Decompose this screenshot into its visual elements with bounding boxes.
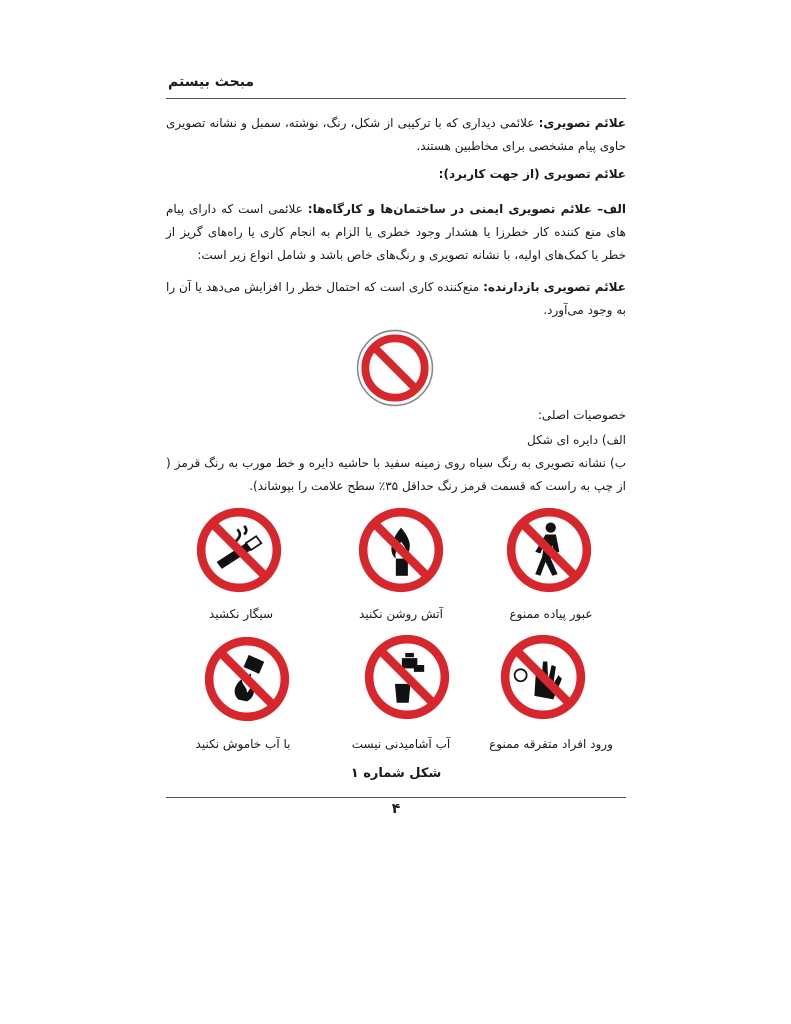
figure-caption: شکل شماره ۱: [350, 766, 442, 781]
intro-paragraph: [166, 112, 626, 158]
feature-a: الف) دایره ای شکل: [527, 433, 626, 447]
chapter-title: مبحث بیستم: [168, 74, 255, 90]
sign-label-not-drinking-water: آب آشامیدنی نیست: [351, 737, 451, 751]
sign-label-no-pedestrians: عبور پیاده ممنوع: [509, 607, 593, 621]
sign-label-no-entry-unauthorized: ورود افراد متفرقه ممنوع: [489, 737, 613, 751]
alef-paragraph: [166, 198, 626, 267]
alef-term: الف– علائم تصویری ایمنی در ساختمان‌ها و کارگاه‌ها:: [307, 202, 626, 216]
sign-label-no-smoking: سیگار نکشید: [208, 607, 274, 621]
header-rule: [166, 98, 626, 99]
prohibitive-term: علائم تصویری بازدارنده:: [483, 280, 626, 294]
alef-text: علائمی است که دارای پیام های منع کننده کار خطرزا یا هشدار وجود خطری یا الزام به انجام کاری یا راه‌های گریز از خطر یا کمک‌های اولیه، با نشانه تصویری و رنگ‌های خاص باشد و شامل انواع زیر است:: [166, 202, 626, 262]
no-water-extinguish-icon: [204, 636, 290, 722]
sign-label-no-open-flame: آتش روشن نکنید: [359, 607, 443, 621]
intro-text: علائمی دیداری که با ترکیبی از شکل، رنگ، نوشته، سمبل و نشانه تصویری حاوی پیام مشخصی برای مخاطبین هستند.: [166, 116, 626, 153]
no-pedestrians-icon: [506, 507, 592, 593]
prohibition-sign-icon: [356, 329, 434, 407]
prohibitive-text: منع‌کننده کاری است که احتمال خطر را افزایش می‌دهد یا آن را به وجود می‌آورد.: [166, 280, 626, 317]
no-entry-unauthorized-icon: [500, 634, 586, 720]
not-drinking-water-icon: [364, 634, 450, 720]
no-open-flame-icon: [358, 507, 444, 593]
prohibitive-paragraph: [166, 276, 626, 322]
no-smoking-icon: [196, 507, 282, 593]
feature-b: ب) نشانه تصویری به رنگ سیاه روی زمینه سفید با حاشیه دایره و خط مورب به رنگ قرمز ( از چپ به راست که قسمت قرمز رنگ حداقل ۳۵٪ سطح علامت را بپوشاند).: [166, 456, 626, 493]
features-title: خصوصیات اصلی:: [537, 408, 626, 422]
section-heading: علائم تصویری (از جهت کاربرد):: [438, 167, 626, 181]
sign-label-no-water-extinguish: با آب خاموش نکنید: [195, 737, 291, 751]
footer-rule: [166, 797, 626, 798]
page-number: ۴: [391, 801, 401, 817]
intro-term: علائم تصویری:: [538, 116, 626, 130]
